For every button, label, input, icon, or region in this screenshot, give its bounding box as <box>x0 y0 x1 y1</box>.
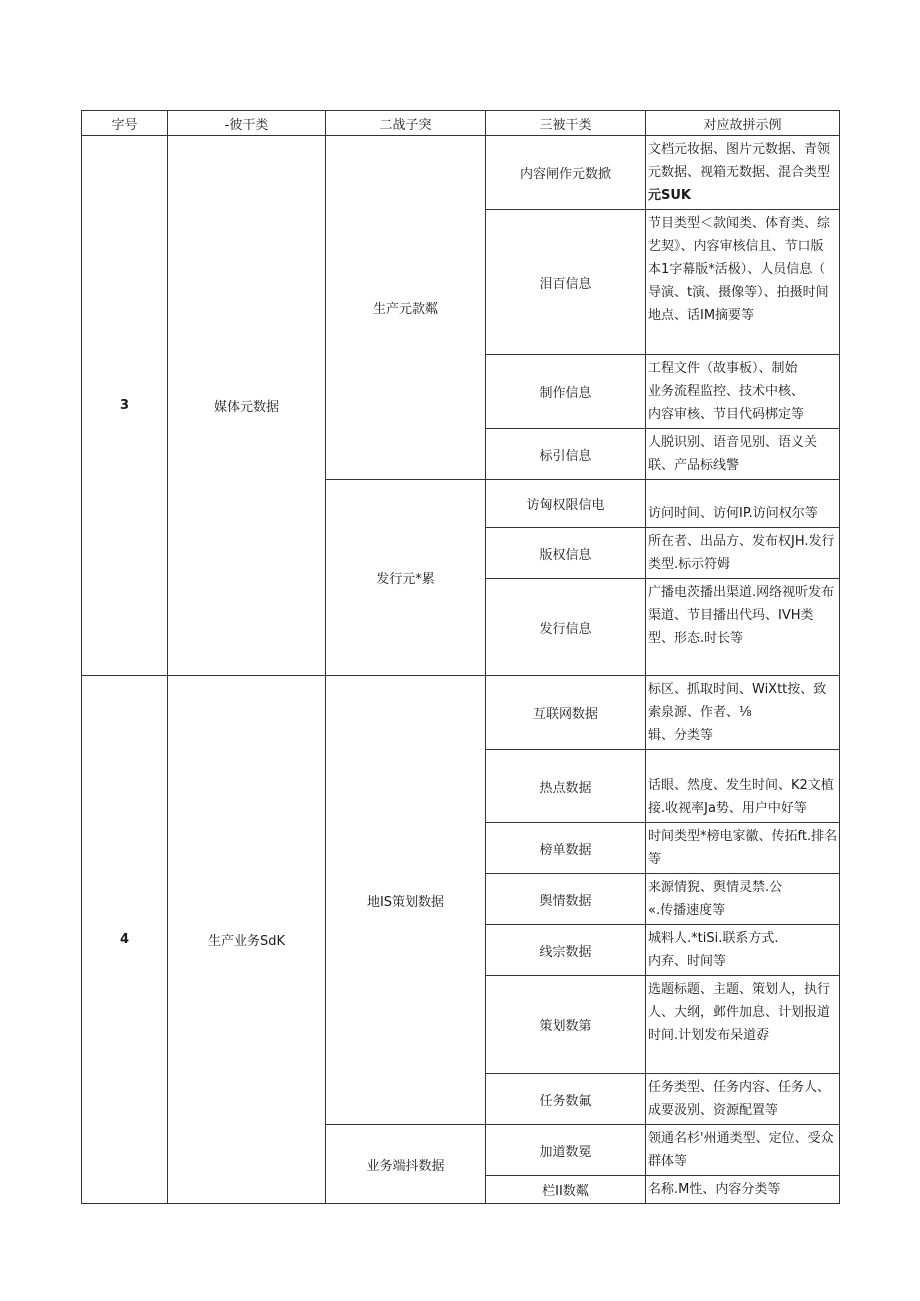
row-example <box>646 750 840 823</box>
row-category-3: 访匈权限信电 <box>486 480 646 528</box>
example-line: 访问时间、访何IP.访问权尔等 <box>648 506 818 521</box>
example-line: 任务类型、任务内容、任务人、 <box>648 1080 831 1095</box>
example-line: 地点、话IM摘要等 <box>648 308 755 323</box>
example-line: 来源情猊、舆情灵禁.公 <box>648 880 783 895</box>
example-line: 时间类型*榜电家徽、传拓ft.排名 <box>648 829 838 844</box>
row-example <box>646 480 840 528</box>
row-example <box>646 925 840 976</box>
example-line: 领通名杉'州通类型、定位、受众 <box>648 1131 834 1146</box>
table-row <box>82 136 840 210</box>
row-example <box>646 579 840 676</box>
example-line: 联、产品标线警 <box>648 458 740 473</box>
subgroup-category-2: 地IS策划数据 <box>326 676 486 1125</box>
row-category-3: 制作信息 <box>486 355 646 429</box>
example-line: «.传播速度等 <box>648 903 726 918</box>
row-example <box>646 1125 840 1176</box>
example-line: 类型.标示符姆 <box>648 557 731 572</box>
subgroup-category-2: 生产元款粼 <box>326 136 486 480</box>
example-line: 索泉源、作者、⅛ <box>648 705 752 720</box>
example-line: 广播电茨播出渠道.网络视听发布 <box>648 585 835 600</box>
row-category-3: 泪百信息 <box>486 210 646 355</box>
example-line: 标区、抓取时间、WiXtt按、致 <box>648 682 827 697</box>
example-line: 辑、分类等 <box>648 728 714 743</box>
row-example <box>646 136 840 210</box>
row-example <box>646 1074 840 1125</box>
row-category-3: 任务数氟 <box>486 1074 646 1125</box>
row-category-3: 加道数冕 <box>486 1125 646 1176</box>
example-line: 话眼、然度、发生时间、K2文植 <box>648 778 834 793</box>
row-example <box>646 210 840 355</box>
row-category-3: 栏II数粼 <box>486 1176 646 1204</box>
example-line: 导演、t演、摄像等）、拍摄时间 <box>648 285 829 300</box>
row-category-3: 策划数第 <box>486 976 646 1074</box>
example-line: 本1字幕版*活极）、人员信息（ <box>648 262 826 277</box>
example-line: 人、大纲，邺件加息、计划报道 <box>648 1005 831 1020</box>
example-line: 内弃、时间等 <box>648 954 727 969</box>
row-example <box>646 355 840 429</box>
example-line: 等 <box>648 852 662 867</box>
row-example <box>646 874 840 925</box>
group-number: 4 <box>82 676 168 1204</box>
row-category-3: 内容闸作元数掀 <box>486 136 646 210</box>
header-no: 字号 <box>82 111 168 136</box>
table-row <box>82 676 840 750</box>
row-example <box>646 976 840 1074</box>
row-category-3: 发行信息 <box>486 579 646 676</box>
example-line: 艺契》、内容审核信且、节口版 <box>648 239 824 254</box>
row-example <box>646 429 840 480</box>
example-line: 选题标题、主题、策划人，执行 <box>648 982 831 997</box>
row-category-3: 互联网数据 <box>486 676 646 750</box>
data-classification-table <box>81 110 840 1204</box>
row-example <box>646 1176 840 1204</box>
example-line: 时间.计划发布呆道孬 <box>648 1028 770 1043</box>
subgroup-category-2: 发行元*累 <box>326 480 486 676</box>
example-line: 渠道、节目播出代玛、IVH类 <box>648 608 814 623</box>
table-header-row <box>82 111 840 136</box>
example-line: 文档元妆据、图片元数据、青领 <box>648 142 831 157</box>
row-example <box>646 528 840 579</box>
example-line: 名称.M性、内容分类等 <box>648 1182 781 1197</box>
header-example: 对应故拼示例 <box>646 111 840 136</box>
row-category-3: 榜单数据 <box>486 823 646 874</box>
row-category-3: 舆情数据 <box>486 874 646 925</box>
example-line: 工程文件（故事板）、制始 <box>648 361 798 376</box>
example-line: 元数据、视箱无数据、混合类型 <box>648 165 831 180</box>
header-cat1: -彼干类 <box>168 111 326 136</box>
example-line: 所在者、出品方、发布权JH.发行 <box>648 534 835 549</box>
row-example <box>646 676 840 750</box>
example-line: 城料人.*tiSi.联系方式. <box>648 931 779 946</box>
example-line: 接.收视率Ja势、用户中好等 <box>648 801 807 816</box>
row-category-3: 版权信息 <box>486 528 646 579</box>
example-line: 业务流程监控、技术中核、 <box>648 384 805 399</box>
group-number: 3 <box>82 136 168 676</box>
example-line: 型、形态.时长等 <box>648 631 744 646</box>
example-line: 群体等 <box>648 1154 688 1169</box>
example-line: 成要汲别、资源配置等 <box>648 1103 779 1118</box>
subgroup-category-2: 业务端抖数据 <box>326 1125 486 1204</box>
example-line: 内容审核、节目代码梆定等 <box>648 407 805 422</box>
example-line: 元SUK <box>648 188 691 203</box>
group-category-1: 生产业务SdK <box>168 676 326 1204</box>
group-category-1: 媒体元数据 <box>168 136 326 676</box>
row-category-3: 标引信息 <box>486 429 646 480</box>
example-line: 节目类型＜款闻类、体育类、综 <box>648 216 831 231</box>
example-line: 人脱识别、语音见别、语义关 <box>648 435 818 450</box>
row-category-3: 线宗数据 <box>486 925 646 976</box>
row-example <box>646 823 840 874</box>
row-category-3: 热点数据 <box>486 750 646 823</box>
header-cat3: 三被干类 <box>486 111 646 136</box>
header-cat2: 二战子突 <box>326 111 486 136</box>
